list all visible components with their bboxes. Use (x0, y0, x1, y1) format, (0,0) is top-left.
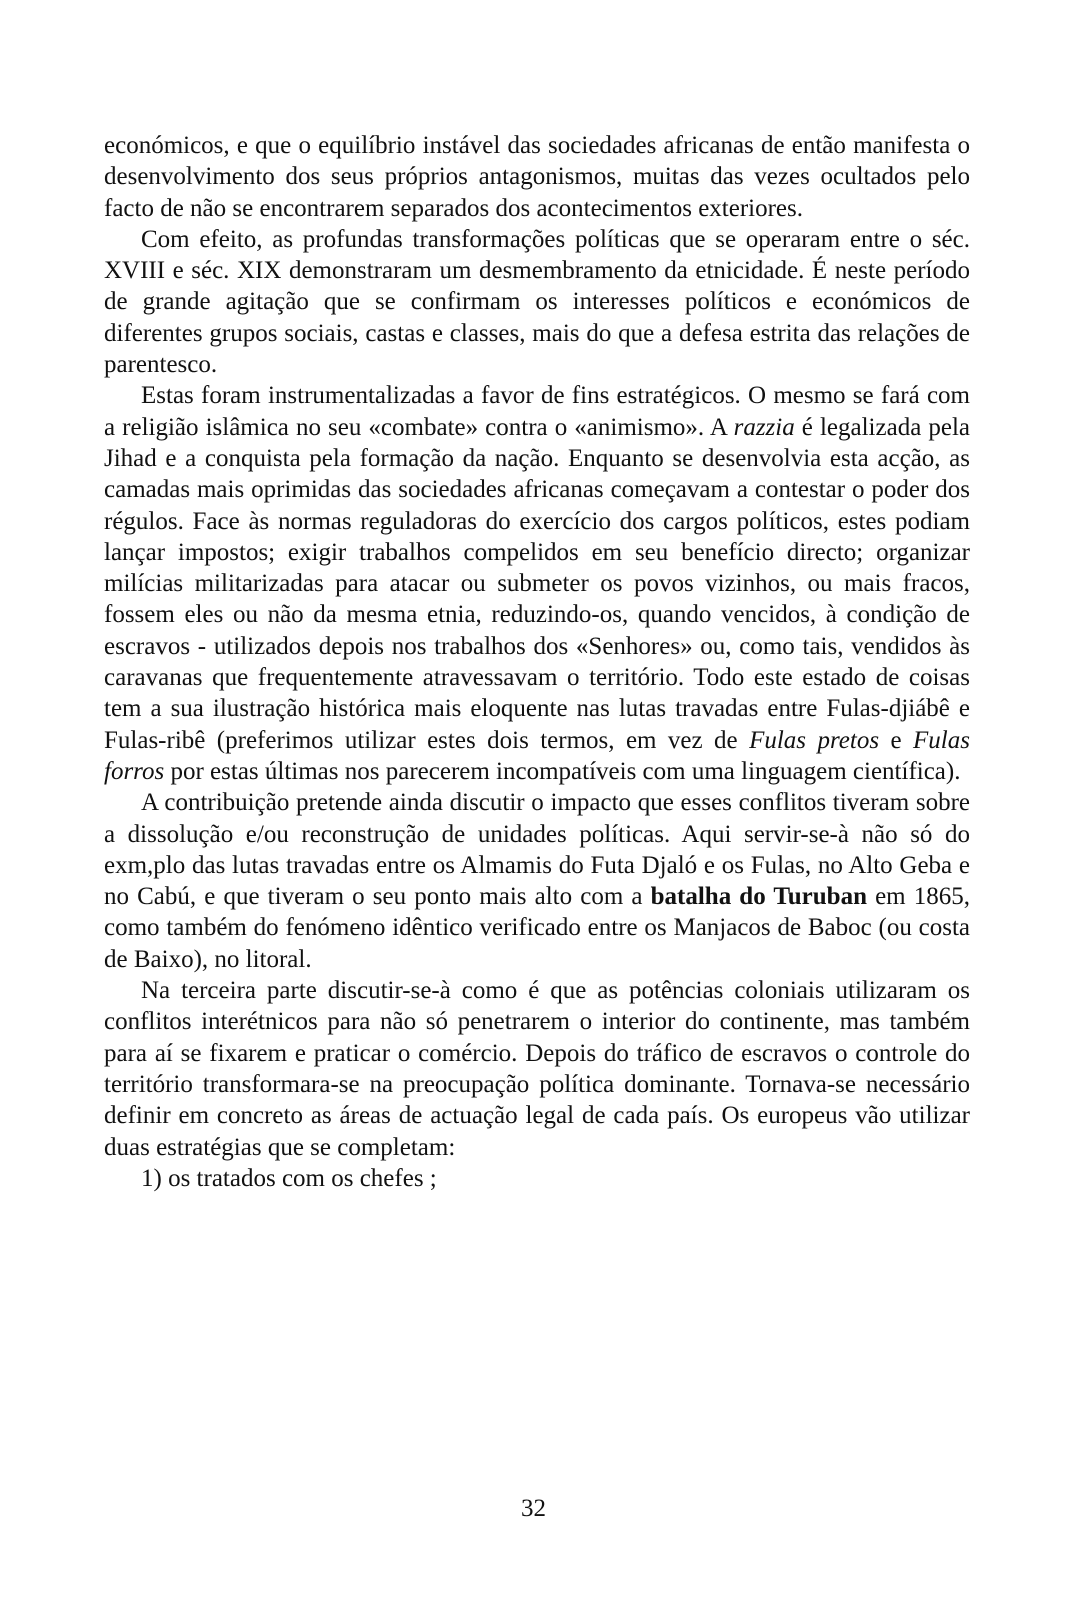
list-item-1: 1) os tratados com os chefes ; (141, 1164, 437, 1192)
italic-term-razzia: razzia (733, 413, 795, 441)
paragraph-5: Na terceira parte discutir-se-à como é que as potências coloniais utilizaram os conflitos interétnicos para não só penetrarem o interior do continente, mas também para aí se fixarem e praticar o comércio. Depois do tráfico de escravos o controle do território transformara-se na preocupação política dominante. Tornava-se necessário definir em concreto as áreas de actuação legal de cada país. Os europeus vão utilizar duas estratégias que se completam: (104, 977, 970, 1161)
paragraph-2: Com efeito, as profundas transformações políticas que se operaram entre o séc. XVIII e séc. XIX demonstraram um desmembramento da etnicidade. É neste período de grande agitação que se confirmam os interesses políticos e económicos de diferentes grupos sociais, castas e classes, mais do que a defesa estrita das relações de parentesco. (104, 225, 970, 379)
paragraph-3-text-c: e (879, 726, 914, 754)
paragraph-3-text-d: por estas últimas nos parecerem incompatíveis com uma linguagem científica). (164, 757, 961, 785)
body-text (104, 130, 970, 1194)
italic-term-fulas-forros: Fulas forros (104, 726, 970, 785)
paragraph-4 (104, 787, 970, 975)
paragraph-4-text-b: em 1865, como também do fenómeno idêntico verificado entre os Manjacos de Baboc (ou costa de Baixo), no litoral. (104, 883, 970, 973)
page-number: 32 (521, 1495, 546, 1522)
bold-term-batalha-turuban: batalha do Turuban (650, 883, 867, 911)
paragraph-3 (104, 380, 970, 787)
italic-term-fulas-pretos: Fulas pretos (749, 726, 880, 754)
paragraph-3-text-a: Estas foram instrumentalizadas a favor de fins estratégicos. O mesmo se fará com a religião islâmica no seu «combate» contra o «animismo». A (104, 382, 970, 441)
paragraph-1: económicos, e que o equilíbrio instável das sociedades africanas de então manifesta o desenvolvimento dos seus próprios antagonismos, muitas das vezes ocultados pelo facto de não se encontrarem separados dos acontecimentos exteriores. (104, 132, 970, 222)
paragraph-3-text-b: é legalizada pela Jihad e a conquista pela formação da nação. Enquanto se desenvolvia esta acção, as camadas mais oprimidas das sociedades africanas começavam a contestar o poder dos régulos. Face às normas reguladoras do exercício dos cargos políticos, estes podiam lançar impostos; exigir trabalhos compelidos em seu benefício directo; organizar milícias militarizadas para atacar ou submeter os povos vizinhos, ou mais fracos, fossem eles ou não da mesma etnia, reduzindo-os, quando vencidos, à condição de escravos - utilizados depois nos trabalhos dos «Senhores» ou, como tais, vendidos às caravanas que frequentemente atravessavam o território. Todo este estado de coisas tem a sua ilustração histórica mais eloquente nas lutas travadas entre Fulas-djiábê e Fulas-ribê (preferimos utilizar estes dois termos, em vez de (104, 413, 970, 754)
paragraph-4-text-a: A contribuição pretende ainda discutir o impacto que esses conflitos tiveram sobre a dissolução e/ou reconstrução de unidades políticas. Aqui servir-se-à não só do exm,plo das lutas travadas entre os Almamis do Futa Djaló e os Fulas, no Alto Geba e no Cabú, e que tiveram o seu ponto mais alto com a (104, 789, 970, 911)
